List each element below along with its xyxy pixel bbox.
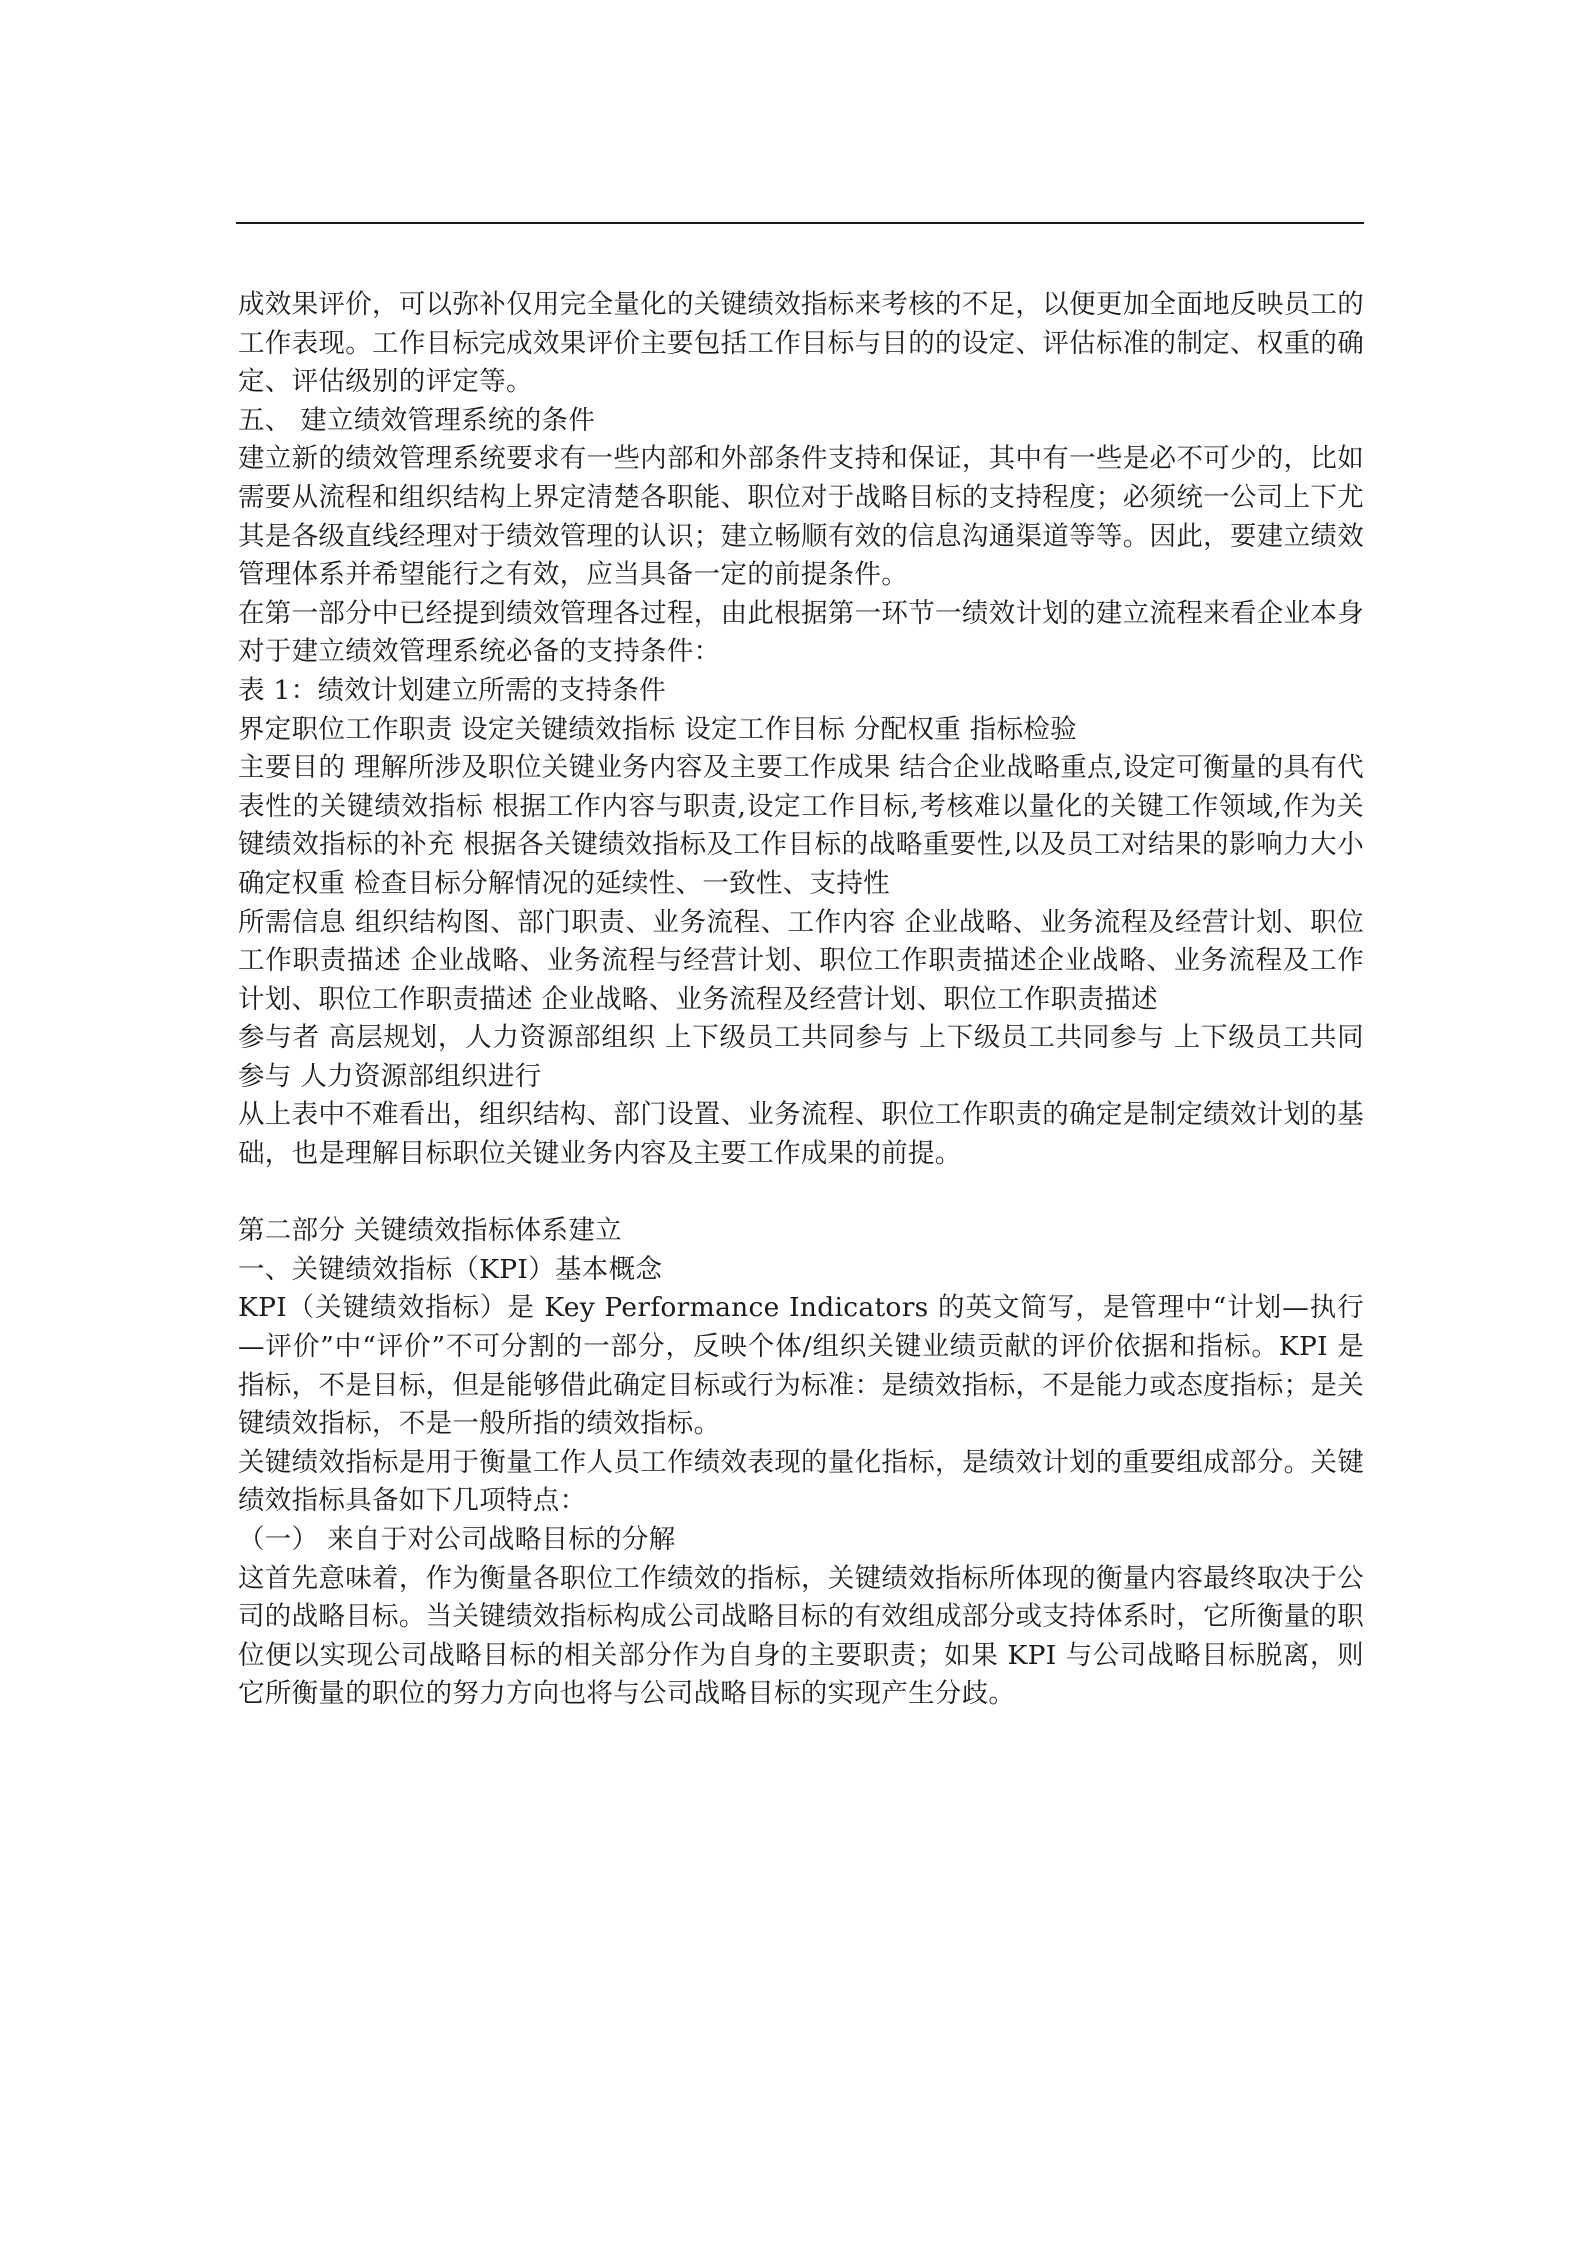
paragraph-conditions: 建立新的绩效管理系统要求有一些内部和外部条件支持和保证，其中有一些是必不可少的，比如需要从流程和组织结构上界定清楚各职能、职位对于战略目标的支持程度；必须统一公司上下尤其是各级直线经理对于绩效管理的认识；建立畅顺有效的信息沟通渠道等等。因此，要建立绩效管理体系并希望能行之有效，应当具备一定的前提条件。 [238,443,1364,591]
table-row-information: 所需信息 组织结构图、部门职责、业务流程、工作内容 企业战略、业务流程及经营计划、职位工作职责描述 企业战略、业务流程与经营计划、职位工作职责描述企业战略、业务流程及工作计划、职位工作职责描述 企业战略、业务流程及经营计划、职位工作职责描述 [238,906,1364,1015]
paragraph-evaluation-summary: 成效果评价，可以弥补仅用完全量化的关键绩效指标来考核的不足，以便更加全面地反映员工的工作表现。工作目标完成效果评价主要包括工作目标与目的的设定、评估标准的制定、权重的确定、评估级别的评定等。 [238,289,1364,398]
table-header-row: 界定职位工作职责 设定关键绩效指标 设定工作目标 分配权重 指标检验 [238,713,1077,745]
blank-line [238,1174,1364,1213]
subheading-strategy-decomposition: （一） 来自于对公司战略目标的分解 [238,1524,676,1555]
paragraph-process-reference: 在第一部分中已经提到绩效管理各过程，由此根据第一环节一绩效计划的建立流程来看企业本身对于建立绩效管理系统必备的支持条件： [238,597,1364,668]
paragraph-table-conclusion: 从上表中不难看出，组织结构、部门设置、业务流程、职位工作职责的确定是制定绩效计划的基础，也是理解目标职位关键业务内容及主要工作成果的前提。 [238,1099,1364,1170]
kpi-concept-heading: 一、关键绩效指标（KPI）基本概念 [238,1253,663,1285]
table-row-purpose: 主要目的 理解所涉及职位关键业务内容及主要工作成果 结合企业战略重点,设定可衡量的具有代表性的关键绩效指标 根据工作内容与职责,设定工作目标,考核难以量化的关键工作领域,作为关键绩效指标的补充 根据各关键绩效指标及工作目标的战略重要性,以及员工对结果的影响力大小确定权重 检查目标分解情况的延续性、一致性、支持性 [238,752,1364,899]
header-rule [236,222,1364,224]
table-row-participants: 参与者 高层规划，人力资源部组织 上下级员工共同参与 上下级员工共同参与 上下级员工共同参与 人力资源部组织进行 [238,1022,1364,1092]
paragraph-kpi-features: 关键绩效指标是用于衡量工作人员工作绩效表现的量化指标，是绩效计划的重要组成部分。关键绩效指标具备如下几项特点： [238,1446,1364,1517]
paragraph-strategy-decomposition: 这首先意味着，作为衡量各职位工作绩效的指标，关键绩效指标所体现的衡量内容最终取决于公司的战略目标。当关键绩效指标构成公司战略目标的有效组成部分或支持体系时，它所衡量的职位便以实现公司战略目标的相关部分作为自身的主要职责；如果 KPI 与公司战略目标脱离，则它所衡量的职位的努力方向也将与公司战略目标的实现产生分歧。 [238,1562,1364,1710]
section-heading-conditions: 五、 建立绩效管理系统的条件 [238,404,596,436]
paragraph-kpi-definition: KPI（关键绩效指标）是 Key Performance Indicators 的英文简写，是管理中“计划—执行—评价”中“评价”不可分割的一部分，反映个体/组织关键业绩贡献的评价依据和指标。KPI 是指标，不是目标，但是能够借此确定目标或行为标准：是绩效指标，不是能力或态度指标；是关键绩效指标，不是一般所指的绩效指标。 [238,1292,1364,1440]
table-caption: 表 1：绩效计划建立所需的支持条件 [238,674,666,706]
part-two-heading: 第二部分 关键绩效指标体系建立 [238,1215,622,1247]
document-body [238,286,1364,1714]
